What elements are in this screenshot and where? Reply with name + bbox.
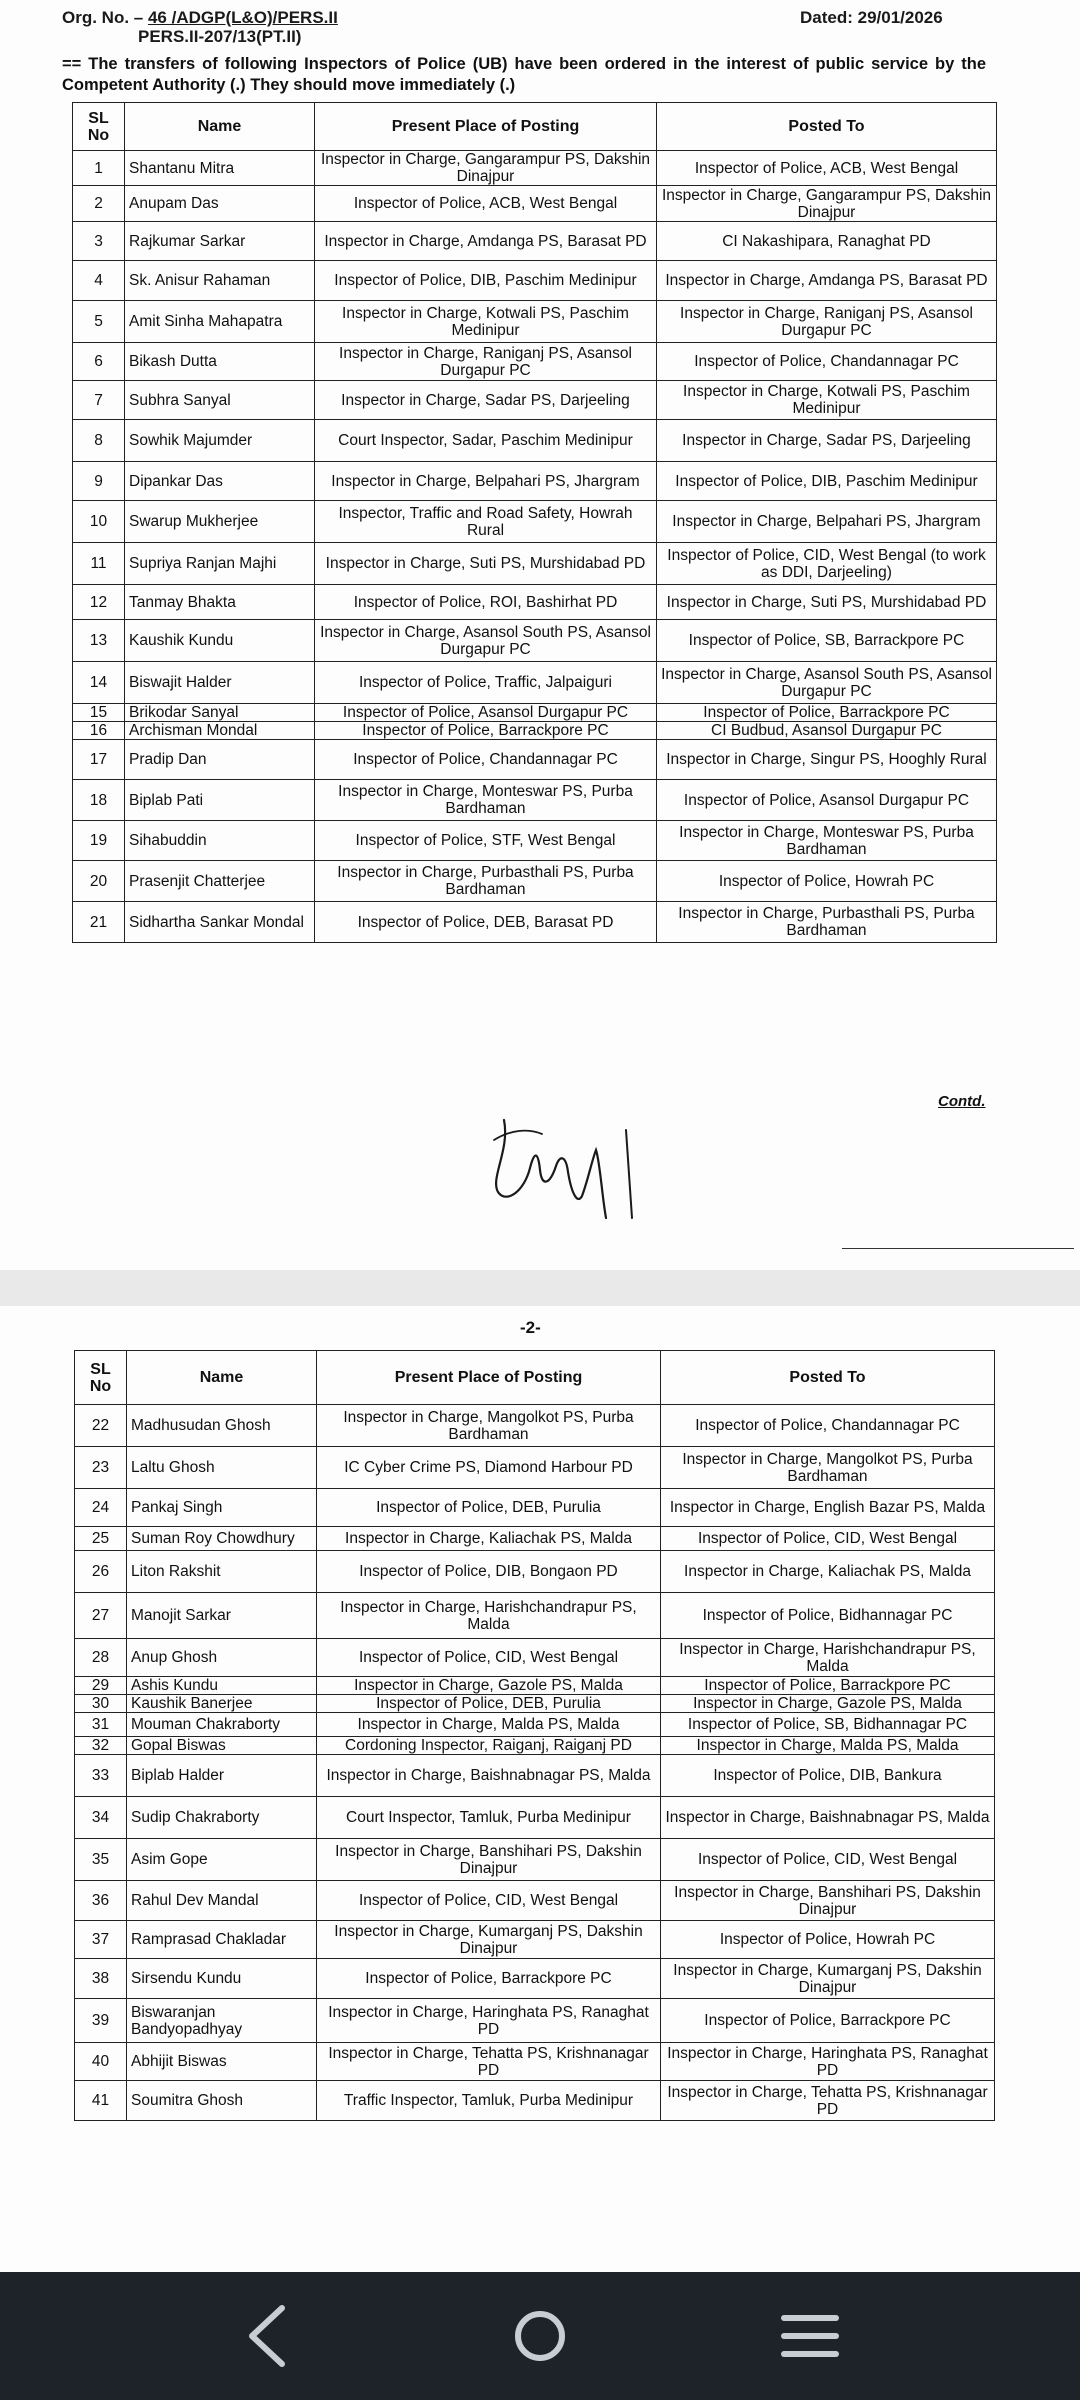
cell-posted: Inspector in Charge, Mangolkot PS, Purba Bardhaman [661,1447,995,1489]
cell-sl: 4 [73,261,125,301]
cell-sl: 7 [73,381,125,420]
cell-name: Kaushik Kundu [125,620,315,662]
cell-posted: Inspector of Police, Barrackpore PC [657,704,997,722]
column-header-posted: Posted To [657,103,997,151]
table-header-row [73,103,997,151]
cell-name: Pradip Dan [125,740,315,780]
cell-posted: CI Budbud, Asansol Durgapur PC [657,722,997,740]
table-row [75,1921,995,1959]
cell-sl: 22 [75,1405,127,1447]
cell-name: Sidhartha Sankar Mondal [125,902,315,943]
cell-present: Inspector in Charge, Raniganj PS, Asansol Durgapur PC [315,343,657,381]
column-header-sl: SL No [73,103,125,151]
table-row [75,1527,995,1551]
cell-present: Inspector of Police, Barrackpore PC [317,1959,661,1999]
cell-present: Inspector in Charge, Belpahari PS, Jhargram [315,462,657,501]
back-button[interactable] [222,2288,318,2384]
cell-sl: 33 [75,1755,127,1797]
continued-label: Contd. [938,1093,986,1110]
cell-name: Sihabuddin [125,821,315,861]
org-number [62,8,338,28]
cell-name: Supriya Ranjan Majhi [125,543,315,585]
table-row [73,343,997,381]
table-row [75,1593,995,1639]
cell-posted: Inspector in Charge, Asansol South PS, Asansol Durgapur PC [657,662,997,704]
cell-name: Sirsendu Kundu [127,1959,317,1999]
cell-posted: Inspector in Charge, Kaliachak PS, Malda [661,1551,995,1593]
cell-present: Inspector of Police, CID, West Bengal [317,1639,661,1677]
table-row [75,1999,995,2043]
cell-sl: 40 [75,2043,127,2081]
cell-present: Inspector of Police, STF, West Bengal [315,821,657,861]
recents-icon [762,2288,858,2384]
cell-present: Inspector of Police, DEB, Barasat PD [315,902,657,943]
cell-present: Inspector in Charge, Suti PS, Murshidabad PD [315,543,657,585]
table-row [75,1405,995,1447]
cell-posted: Inspector in Charge, Monteswar PS, Purba Bardhaman [657,821,997,861]
cell-name: Prasenjit Chatterjee [125,861,315,902]
cell-posted: Inspector in Charge, Purbasthali PS, Purba Bardhaman [657,902,997,943]
cell-present: Inspector of Police, Traffic, Jalpaiguri [315,662,657,704]
pers-reference: PERS.II-207/13(PT.II) [138,27,302,46]
cell-sl: 21 [73,902,125,943]
cell-present: Inspector of Police, DEB, Purulia [317,1489,661,1527]
cell-name: Biplab Halder [127,1755,317,1797]
cell-posted: Inspector in Charge, Raniganj PS, Asansol Durgapur PC [657,301,997,343]
cell-name: Sk. Anisur Rahaman [125,261,315,301]
table-row [75,1713,995,1737]
cell-sl: 15 [73,704,125,722]
cell-present: Inspector of Police, ROI, Bashirhat PD [315,585,657,620]
cell-name: Sowhik Majumder [125,420,315,462]
cell-posted: Inspector in Charge, Belpahari PS, Jhargram [657,501,997,543]
cell-sl: 37 [75,1921,127,1959]
table-row [73,704,997,722]
cell-posted: Inspector of Police, Bidhannagar PC [661,1593,995,1639]
cell-present: Inspector of Police, DIB, Paschim Medinipur [315,261,657,301]
cell-present: Inspector in Charge, Haringhata PS, Ranaghat PD [317,1999,661,2043]
cell-sl: 11 [73,543,125,585]
cell-sl: 24 [75,1489,127,1527]
table-row [73,543,997,585]
cell-sl: 25 [75,1527,127,1551]
cell-name: Liton Rakshit [127,1551,317,1593]
cell-present: Inspector in Charge, Sadar PS, Darjeeling [315,381,657,420]
cell-sl: 16 [73,722,125,740]
cell-sl: 39 [75,1999,127,2043]
cell-sl: 8 [73,420,125,462]
table-row [75,2081,995,2121]
cell-present: Inspector in Charge, Banshihari PS, Dakshin Dinajpur [317,1839,661,1881]
table-row [73,861,997,902]
cell-present: Inspector, Traffic and Road Safety, Howrah Rural [315,501,657,543]
cell-sl: 6 [73,343,125,381]
cell-name: Mouman Chakraborty [127,1713,317,1737]
cell-posted: Inspector in Charge, Haringhata PS, Ranaghat PD [661,2043,995,2081]
cell-present: Inspector in Charge, Kotwali PS, Paschim Medinipur [315,301,657,343]
cell-present: Court Inspector, Tamluk, Purba Medinipur [317,1797,661,1839]
cell-posted: Inspector in Charge, Baishnabnagar PS, Malda [661,1797,995,1839]
org-number-value: 46 /ADGP(L&O)/PERS.II [147,8,338,27]
table-row [73,301,997,343]
cell-present: IC Cyber Crime PS, Diamond Harbour PD [317,1447,661,1489]
cell-present: Inspector of Police, CID, West Bengal [317,1881,661,1921]
cell-posted: Inspector of Police, Chandannagar PC [661,1405,995,1447]
table-row [75,1839,995,1881]
cell-posted: Inspector in Charge, Gangarampur PS, Dakshin Dinajpur [657,186,997,222]
column-header-sl: SL No [75,1351,127,1405]
cell-sl: 38 [75,1959,127,1999]
cell-name: Subhra Sanyal [125,381,315,420]
cell-name: Rahul Dev Mandal [127,1881,317,1921]
cell-posted: Inspector in Charge, Amdanga PS, Barasat PD [657,261,997,301]
cell-posted: Inspector of Police, CID, West Bengal [661,1839,995,1881]
cell-posted: Inspector in Charge, Malda PS, Malda [661,1737,995,1755]
cell-name: Ramprasad Chakladar [127,1921,317,1959]
table-row [73,620,997,662]
cell-posted: Inspector in Charge, Tehatta PS, Krishnanagar PD [661,2081,995,2121]
cell-posted: Inspector of Police, Howrah PC [657,861,997,902]
cell-posted: Inspector of Police, Howrah PC [661,1921,995,1959]
cell-sl: 27 [75,1593,127,1639]
transfer-table-page-1 [72,102,997,943]
table-row [75,1737,995,1755]
table-row [73,420,997,462]
table-row [73,186,997,222]
cell-sl: 29 [75,1677,127,1695]
cell-posted: Inspector of Police, Barrackpore PC [661,1677,995,1695]
table-row [75,1677,995,1695]
cell-name: Madhusudan Ghosh [127,1405,317,1447]
cell-sl: 14 [73,662,125,704]
cell-posted: Inspector of Police, SB, Bidhannagar PC [661,1713,995,1737]
table-row [75,1695,995,1713]
cell-posted: Inspector in Charge, Singur PS, Hooghly Rural [657,740,997,780]
table-row [73,585,997,620]
table-row [75,1881,995,1921]
cell-present: Inspector in Charge, Gangarampur PS, Dakshin Dinajpur [315,151,657,186]
table-row [75,1959,995,1999]
cell-posted: Inspector of Police, Chandannagar PC [657,343,997,381]
table-row [75,1447,995,1489]
cell-present: Inspector in Charge, Tehatta PS, Krishnanagar PD [317,2043,661,2081]
cell-sl: 26 [75,1551,127,1593]
table-row [73,662,997,704]
cell-posted: Inspector in Charge, Kotwali PS, Paschim Medinipur [657,381,997,420]
cell-sl: 19 [73,821,125,861]
cell-posted: Inspector of Police, CID, West Bengal [661,1527,995,1551]
cell-posted: Inspector of Police, Asansol Durgapur PC [657,780,997,821]
cell-posted: Inspector in Charge, Banshihari PS, Dakshin Dinajpur [661,1881,995,1921]
cell-sl: 2 [73,186,125,222]
table-row [75,2043,995,2081]
cell-sl: 30 [75,1695,127,1713]
cell-present: Inspector of Police, Chandannagar PC [315,740,657,780]
cell-sl: 10 [73,501,125,543]
transfer-table-page-2 [74,1350,995,2121]
cell-posted: Inspector in Charge, Suti PS, Murshidabad PD [657,585,997,620]
cell-sl: 9 [73,462,125,501]
cell-sl: 12 [73,585,125,620]
cell-present: Inspector of Police, DIB, Bongaon PD [317,1551,661,1593]
cell-name: Brikodar Sanyal [125,704,315,722]
column-header-present: Present Place of Posting [315,103,657,151]
cell-name: Archisman Mondal [125,722,315,740]
cell-posted: Inspector in Charge, Harishchandrapur PS, Malda [661,1639,995,1677]
cell-name: Anupam Das [125,186,315,222]
cell-name: Tanmay Bhakta [125,585,315,620]
page-separator [0,1270,1080,1306]
cell-posted: Inspector of Police, SB, Barrackpore PC [657,620,997,662]
cell-sl: 3 [73,222,125,261]
page-number: -2- [520,1318,541,1337]
cell-present: Inspector of Police, Asansol Durgapur PC [315,704,657,722]
cell-name: Ashis Kundu [127,1677,317,1695]
cell-posted: Inspector of Police, DIB, Paschim Medinipur [657,462,997,501]
cell-sl: 36 [75,1881,127,1921]
cell-name: Kaushik Banerjee [127,1695,317,1713]
cell-sl: 34 [75,1797,127,1839]
cell-posted: CI Nakashipara, Ranaghat PD [657,222,997,261]
home-button[interactable] [492,2288,588,2384]
cell-posted: Inspector in Charge, Gazole PS, Malda [661,1695,995,1713]
org-label: Org. No. – [62,8,144,27]
table-row [73,902,997,943]
cell-name: Bikash Dutta [125,343,315,381]
cell-name: Shantanu Mitra [125,151,315,186]
cell-present: Inspector in Charge, Harishchandrapur PS, Malda [317,1593,661,1639]
cell-sl: 1 [73,151,125,186]
cell-present: Inspector in Charge, Gazole PS, Malda [317,1677,661,1695]
cell-present: Inspector in Charge, Kaliachak PS, Malda [317,1527,661,1551]
cell-posted: Inspector of Police, CID, West Bengal (to work as DDI, Darjeeling) [657,543,997,585]
cell-name: Suman Roy Chowdhury [127,1527,317,1551]
cell-present: Inspector of Police, ACB, West Bengal [315,186,657,222]
cell-present: Inspector of Police, Barrackpore PC [315,722,657,740]
table-row [73,722,997,740]
cell-present: Cordoning Inspector, Raiganj, Raiganj PD [317,1737,661,1755]
recents-button[interactable] [762,2288,858,2384]
home-icon [492,2288,588,2384]
cell-posted: Inspector in Charge, Kumarganj PS, Dakshin Dinajpur [661,1959,995,1999]
cell-name: Anup Ghosh [127,1639,317,1677]
cell-posted: Inspector of Police, Barrackpore PC [661,1999,995,2043]
table-row [73,381,997,420]
cell-sl: 20 [73,861,125,902]
cell-present: Inspector in Charge, Monteswar PS, Purba Bardhaman [315,780,657,821]
cell-name: Pankaj Singh [127,1489,317,1527]
intro-paragraph: == The transfers of following Inspectors of Police (UB) have been ordered in the interest of public service by the Competent Authority (.) They should move immediately (.) [62,55,986,94]
cell-present: Traffic Inspector, Tamluk, Purba Medinipur [317,2081,661,2121]
cell-sl: 23 [75,1447,127,1489]
cell-name: Gopal Biswas [127,1737,317,1755]
cell-sl: 41 [75,2081,127,2121]
column-header-name: Name [127,1351,317,1405]
back-icon [222,2288,318,2384]
cell-sl: 18 [73,780,125,821]
cell-name: Sudip Chakraborty [127,1797,317,1839]
column-header-name: Name [125,103,315,151]
cell-name: Biplab Pati [125,780,315,821]
table-row [75,1639,995,1677]
table-row [73,780,997,821]
cell-sl: 32 [75,1737,127,1755]
cell-sl: 13 [73,620,125,662]
cell-posted: Inspector of Police, DIB, Bankura [661,1755,995,1797]
cell-posted: Inspector in Charge, English Bazar PS, Malda [661,1489,995,1527]
table-row [73,222,997,261]
cell-name: Dipankar Das [125,462,315,501]
column-header-present: Present Place of Posting [317,1351,661,1405]
cell-sl: 28 [75,1639,127,1677]
cell-present: Inspector in Charge, Asansol South PS, Asansol Durgapur PC [315,620,657,662]
document-date: Dated: 29/01/2026 [800,8,943,27]
cell-sl: 31 [75,1713,127,1737]
cell-present: Inspector in Charge, Amdanga PS, Barasat PD [315,222,657,261]
column-header-posted: Posted To [661,1351,995,1405]
table-row [75,1755,995,1797]
table-row [73,740,997,780]
cell-name: Amit Sinha Mahapatra [125,301,315,343]
cell-posted: Inspector in Charge, Sadar PS, Darjeeling [657,420,997,462]
cell-present: Inspector of Police, DEB, Purulia [317,1695,661,1713]
table-row [75,1797,995,1839]
cell-present: Inspector in Charge, Mangolkot PS, Purba Bardhaman [317,1405,661,1447]
table-row [73,501,997,543]
table-row [73,462,997,501]
cell-name: Abhijit Biswas [127,2043,317,2081]
table-row [73,151,997,186]
cell-name: Soumitra Ghosh [127,2081,317,2121]
table-row [73,261,997,301]
table-row [75,1489,995,1527]
cell-name: Rajkumar Sarkar [125,222,315,261]
cell-present: Inspector in Charge, Baishnabnagar PS, Malda [317,1755,661,1797]
cell-present: Inspector in Charge, Kumarganj PS, Dakshin Dinajpur [317,1921,661,1959]
cell-present: Inspector in Charge, Purbasthali PS, Purba Bardhaman [315,861,657,902]
cell-name: Manojit Sarkar [127,1593,317,1639]
table-header-row [75,1351,995,1405]
cell-present: Inspector in Charge, Malda PS, Malda [317,1713,661,1737]
signature-line [842,1248,1074,1249]
cell-present: Court Inspector, Sadar, Paschim Medinipur [315,420,657,462]
cell-sl: 17 [73,740,125,780]
cell-name: Biswaranjan Bandyopadhyay [127,1999,317,2043]
cell-sl: 35 [75,1839,127,1881]
cell-name: Swarup Mukherjee [125,501,315,543]
cell-name: Biswajit Halder [125,662,315,704]
signature [480,1100,680,1230]
cell-name: Asim Gope [127,1839,317,1881]
table-row [73,821,997,861]
cell-sl: 5 [73,301,125,343]
table-row [75,1551,995,1593]
cell-name: Laltu Ghosh [127,1447,317,1489]
cell-posted: Inspector of Police, ACB, West Bengal [657,151,997,186]
